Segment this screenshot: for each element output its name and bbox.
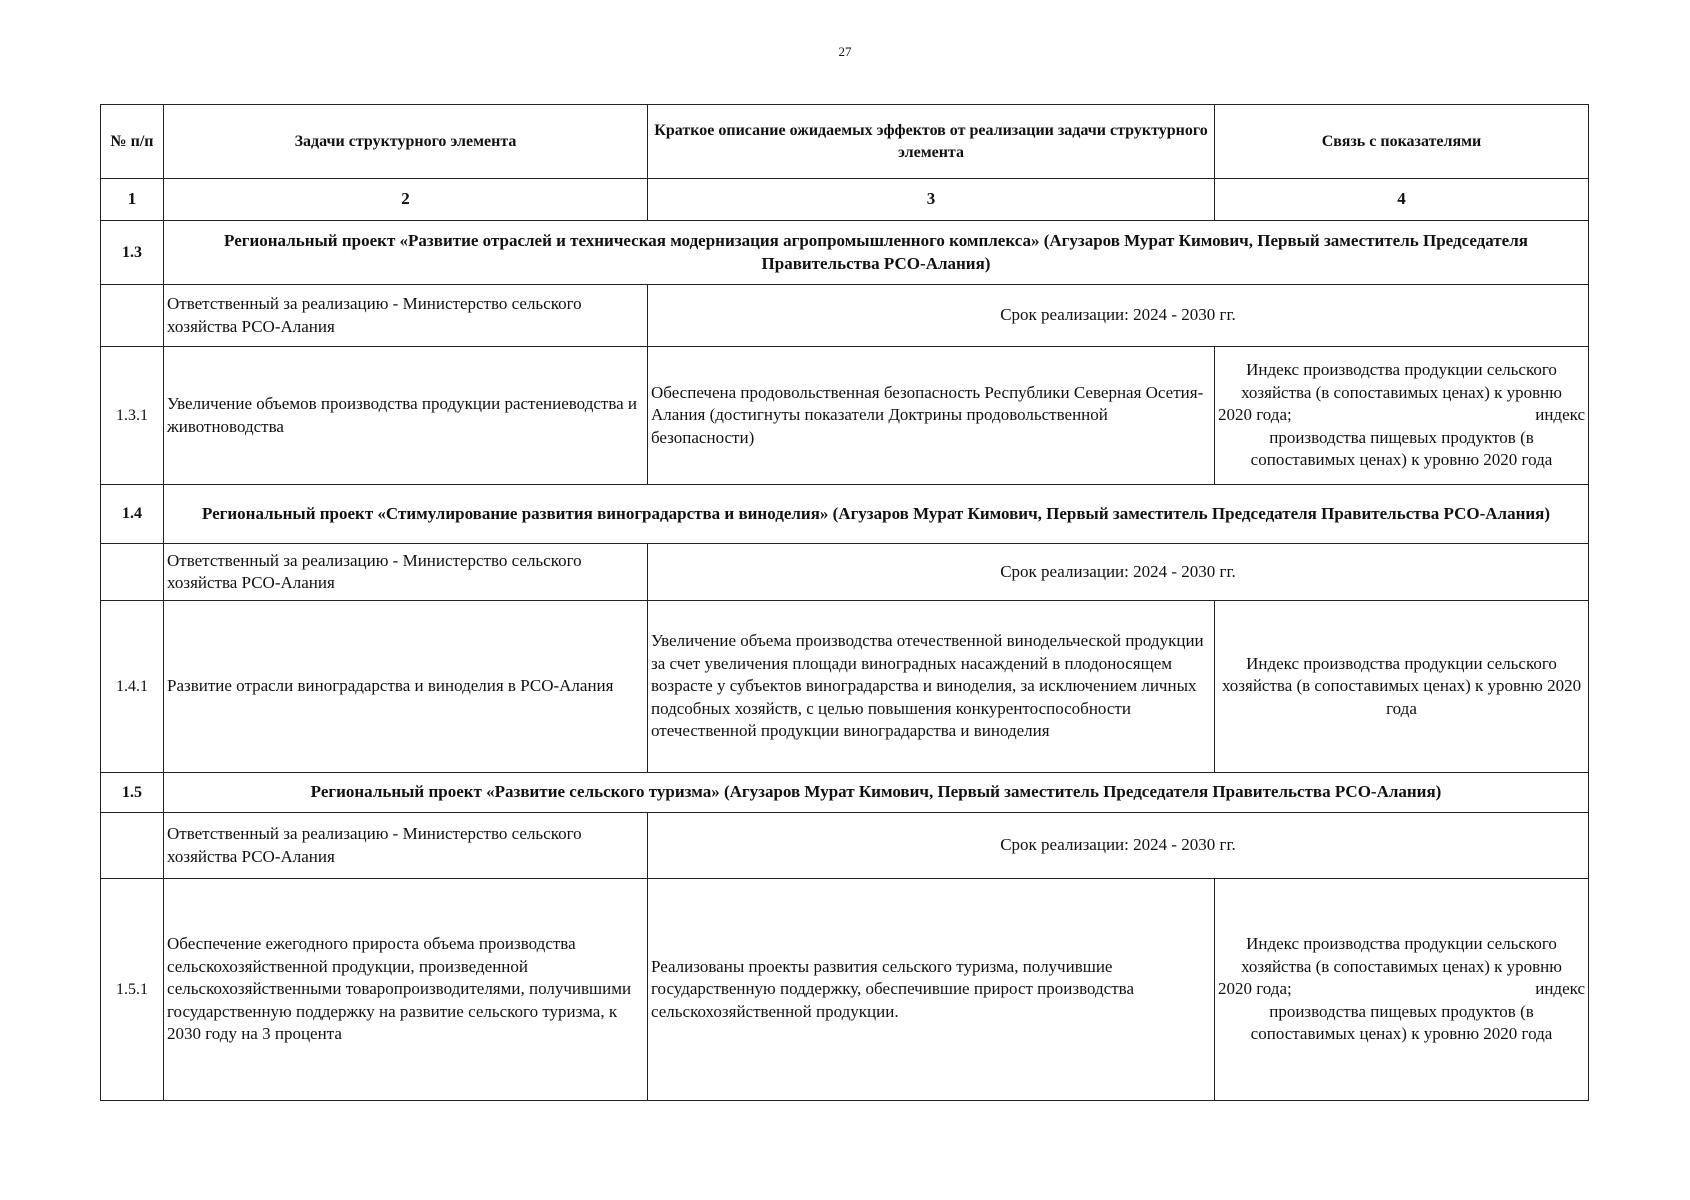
col-number: 1: [101, 179, 164, 221]
section-number: 1.3: [101, 221, 164, 285]
header-tasks: Задачи структурного элемента: [164, 105, 648, 179]
task-indicators: Индекс производства продукции сельского хозяйства (в сопоставимых ценах) к уровню 2020 года: [1215, 601, 1589, 773]
section-title: Региональный проект «Развитие отраслей и техническая модернизация агропромышленного комплекса» (Агузаров Мурат Кимович, Первый заместитель Председателя Правительства РСО-Алания): [164, 221, 1589, 285]
indicator-text: 2020 года;: [1218, 405, 1292, 425]
section-number: 1.5: [101, 773, 164, 813]
responsible-text: Ответственный за реализацию - Министерство сельского хозяйства РСО-Алания: [164, 813, 648, 879]
section-row: [101, 221, 1589, 285]
responsible-row: [101, 285, 1589, 347]
responsible-row: [101, 813, 1589, 879]
empty-cell: [101, 285, 164, 347]
header-num: № п/п: [101, 105, 164, 179]
section-row: [101, 485, 1589, 544]
col-number: 4: [1215, 179, 1589, 221]
column-numbers-row: [101, 179, 1589, 221]
indicator-text: 2020 года;: [1218, 979, 1292, 999]
indicator-split-line: [1218, 404, 1585, 426]
task-row: [101, 347, 1589, 485]
task-effect: Обеспечена продовольственная безопасность Республики Северная Осетия-Алания (достигнуты показатели Доктрины продовольственной безопасности): [648, 347, 1215, 485]
header-indicators: Связь с показателями: [1215, 105, 1589, 179]
task-row: [101, 879, 1589, 1101]
period-text: Срок реализации: 2024 - 2030 гг.: [648, 285, 1589, 347]
empty-cell: [101, 544, 164, 601]
period-text: Срок реализации: 2024 - 2030 гг.: [648, 544, 1589, 601]
indicator-text: Индекс производства продукции сельского хозяйства (в сопоставимых ценах) к уровню: [1241, 360, 1562, 402]
responsible-row: [101, 544, 1589, 601]
indicator-text: индекс: [1535, 979, 1585, 999]
task-number: 1.3.1: [101, 347, 164, 485]
table-header-row: [101, 105, 1589, 179]
structural-elements-table: [100, 104, 1589, 1101]
period-text: Срок реализации: 2024 - 2030 гг.: [648, 813, 1589, 879]
task-number: 1.5.1: [101, 879, 164, 1101]
task-name: Обеспечение ежегодного прироста объема производства сельскохозяйственной продукции, произведенной сельскохозяйственными товаропроизводителями, получившими государственную поддержку на развитие сельского туризма, к 2030 году на 3 процента: [164, 879, 648, 1101]
task-effect: Реализованы проекты развития сельского туризма, получившие государственную поддержку, обеспечившие прирост производства сельскохозяйственной продукции.: [648, 879, 1215, 1101]
col-number: 3: [648, 179, 1215, 221]
section-title: Региональный проект «Стимулирование развития виноградарства и виноделия» (Агузаров Мурат Кимович, Первый заместитель Председателя Правительства РСО-Алания): [164, 485, 1589, 544]
section-title: Региональный проект «Развитие сельского туризма» (Агузаров Мурат Кимович, Первый заместитель Председателя Правительства РСО-Алания): [164, 773, 1589, 813]
indicator-split-line: [1218, 978, 1585, 1000]
empty-cell: [101, 813, 164, 879]
section-number: 1.4: [101, 485, 164, 544]
task-number: 1.4.1: [101, 601, 164, 773]
responsible-text: Ответственный за реализацию - Министерство сельского хозяйства РСО-Алания: [164, 544, 648, 601]
task-name: Развитие отрасли виноградарства и виноделия в РСО-Алания: [164, 601, 648, 773]
page-number: 27: [838, 44, 852, 59]
indicator-text: производства пищевых продуктов (в сопоставимых ценах) к уровню 2020 года: [1250, 1001, 1553, 1044]
indicator-text: Индекс производства продукции сельского хозяйства (в сопоставимых ценах) к уровню: [1241, 934, 1562, 976]
header-effects: Краткое описание ожидаемых эффектов от реализации задачи структурного элемента: [648, 105, 1215, 179]
task-effect: Увеличение объема производства отечественной винодельческой продукции за счет увеличения площади виноградных насаждений в плодоносящем возрасте у субъектов виноградарства и виноделия, за исключением личных подсобных хозяйств, с целью повышения конкурентоспособности отечественной продукции виноградарства и виноделия: [648, 601, 1215, 773]
task-name: Увеличение объемов производства продукции растениеводства и животноводства: [164, 347, 648, 485]
responsible-text: Ответственный за реализацию - Министерство сельского хозяйства РСО-Алания: [164, 285, 648, 347]
indicator-text: индекс: [1535, 405, 1585, 425]
task-indicators: [1215, 879, 1589, 1101]
indicator-text: производства пищевых продуктов (в сопоставимых ценах) к уровню 2020 года: [1250, 427, 1553, 470]
task-row: [101, 601, 1589, 773]
col-number: 2: [164, 179, 648, 221]
task-indicators: [1215, 347, 1589, 485]
section-row: [101, 773, 1589, 813]
